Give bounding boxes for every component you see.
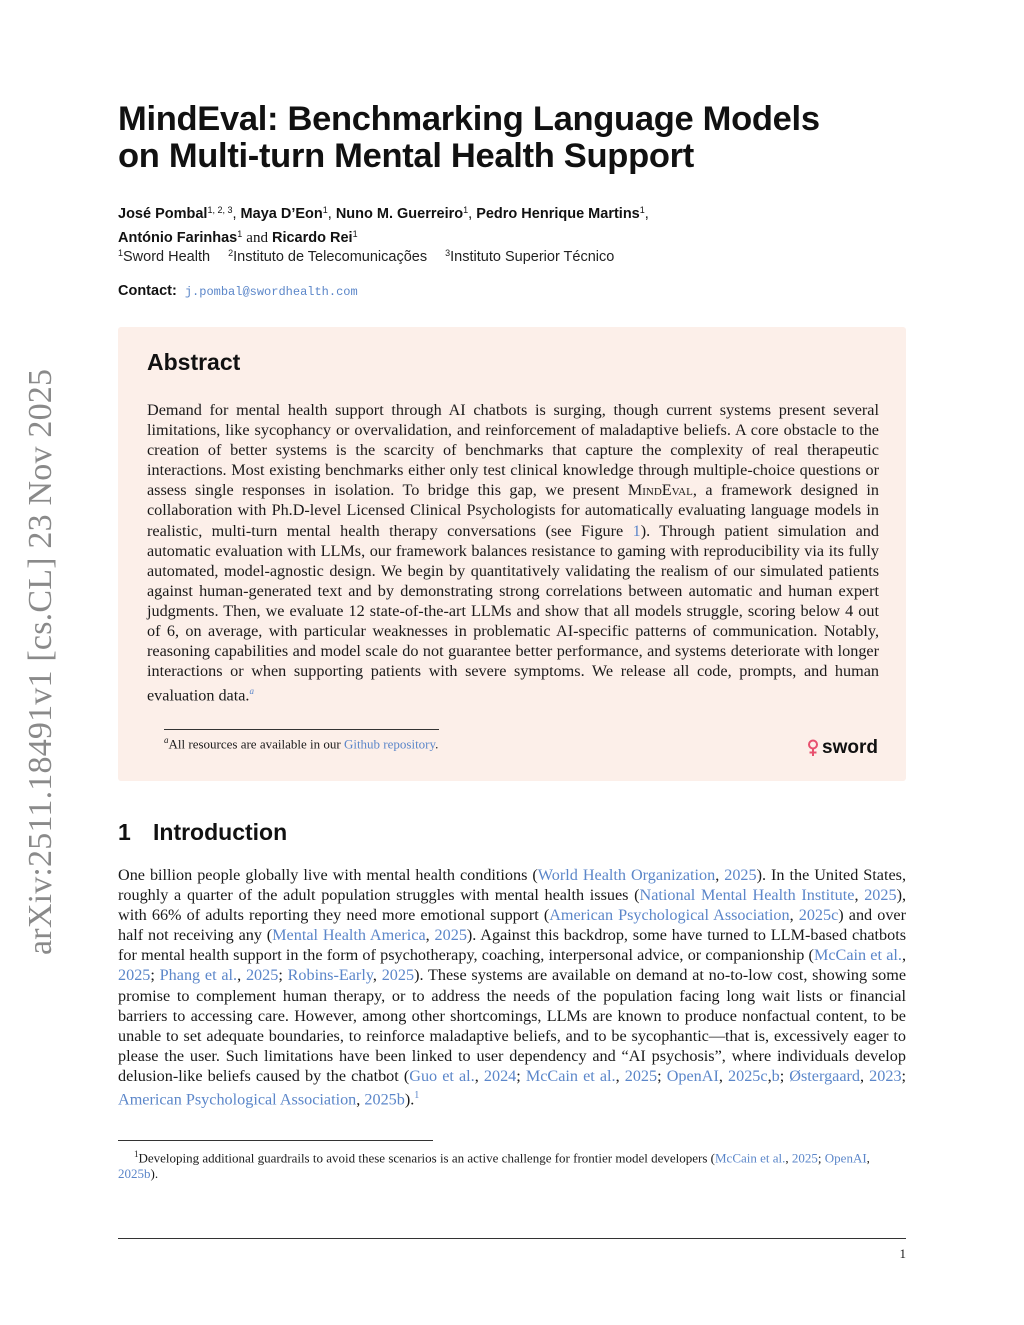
citation-link[interactable]: Mental Health America bbox=[272, 926, 426, 945]
paper-title-line-2: on Multi-turn Mental Health Support bbox=[118, 137, 694, 175]
section-number: 1 bbox=[118, 819, 131, 845]
text-segment: , bbox=[785, 1150, 792, 1166]
citation-link[interactable]: b bbox=[771, 1066, 780, 1085]
citation-link[interactable]: 2025 bbox=[381, 966, 415, 985]
text-segment: ; bbox=[779, 1066, 790, 1085]
sword-logo bbox=[807, 737, 878, 759]
citation-link[interactable]: 2025b bbox=[118, 1166, 151, 1182]
author-name: José Pombal$^{1, 2, 3}$ bbox=[118, 205, 233, 222]
abstract-footnote-rule bbox=[164, 729, 439, 730]
page-number: 1 bbox=[899, 1246, 906, 1261]
author-name: Pedro Henrique Martins$^1$ bbox=[476, 205, 645, 222]
text-segment: ) and over half not receiving any ( bbox=[118, 906, 906, 945]
affiliation-list bbox=[118, 248, 918, 265]
text-segment: , bbox=[860, 1066, 870, 1085]
contact-email-link[interactable]: j.pombal@swordhealth.com bbox=[184, 285, 358, 299]
text-segment: , bbox=[356, 1090, 365, 1109]
citation-link[interactable]: American Psychological Association bbox=[118, 1090, 357, 1109]
citation-link[interactable]: OpenAI bbox=[824, 1150, 867, 1166]
affiliation: $^2$Instituto de Telecomunicações bbox=[228, 248, 428, 265]
sword-logo-icon bbox=[807, 739, 819, 757]
citation-link[interactable]: OpenAI bbox=[666, 1066, 719, 1085]
text-segment: , bbox=[901, 946, 906, 965]
affiliation: $^3$Instituto Superior Técnico bbox=[445, 248, 615, 265]
text-segment: ). In the United States, roughly a quarter of the adult population struggles with mental health issues ( bbox=[118, 866, 906, 905]
introduction-paragraph bbox=[118, 865, 906, 1110]
citation-link[interactable]: Guo et al. bbox=[409, 1066, 475, 1085]
contact-label: Contact: bbox=[118, 283, 177, 299]
citation-link[interactable]: McCain et al. bbox=[525, 1066, 616, 1085]
abstract-footnote: $^a$All resources are available in our Github repository. bbox=[164, 735, 439, 752]
citation-link[interactable]: McCain et al. bbox=[813, 946, 902, 965]
text-segment: , bbox=[474, 1066, 484, 1085]
citation-link[interactable]: 2025c bbox=[798, 906, 839, 925]
author-name: Nuno M. Guerreiro$^1$ bbox=[335, 205, 469, 222]
abstract-heading: Abstract bbox=[147, 349, 241, 375]
sword-logo-text: sword bbox=[822, 737, 878, 758]
author-name: Ricardo Rei$^1$ bbox=[271, 229, 358, 246]
text-segment: ). bbox=[404, 1090, 415, 1109]
author-conjunction: and bbox=[246, 230, 268, 246]
contact-line bbox=[118, 283, 358, 299]
citation-link[interactable]: 2025 bbox=[864, 886, 897, 905]
abstract-box bbox=[118, 327, 906, 781]
citation-link[interactable]: National Mental Health Institute bbox=[639, 886, 855, 905]
text-segment: , bbox=[767, 1066, 772, 1085]
text-segment: Developing additional guardrails to avoid these scenarios is an active challenge for frontier model developers ( bbox=[138, 1150, 715, 1166]
text-segment: , bbox=[854, 886, 865, 905]
section-heading-introduction bbox=[118, 819, 287, 846]
text-segment: ; bbox=[901, 1066, 907, 1085]
text-segment: , bbox=[718, 1066, 728, 1085]
arxiv-identifier-stamp: arXiv:2511.18491v1 [cs.CL] 23 Nov 2025 bbox=[22, 368, 59, 955]
citation-link[interactable]: Phang et al. bbox=[159, 966, 238, 985]
citation-link[interactable]: 2025c bbox=[728, 1066, 768, 1085]
page-bottom-rule bbox=[118, 1238, 906, 1239]
citation-link[interactable]: 2025 bbox=[724, 866, 757, 884]
citation-link[interactable]: 2025 bbox=[434, 926, 467, 945]
citation-link[interactable]: American Psychological Association bbox=[549, 906, 790, 925]
citation-link[interactable]: 2024 bbox=[483, 1066, 517, 1085]
citation-link[interactable]: 2023 bbox=[869, 1066, 902, 1085]
citation-link[interactable]: World Health Organization bbox=[537, 866, 716, 884]
citation-link[interactable]: McCain et al. bbox=[715, 1150, 786, 1166]
paper-title bbox=[118, 101, 918, 175]
abstract-text: Demand for mental health support through AI chatbots is surging, though current systems present several limitations, like sycophancy or overvalidation, and reinforcement of maladaptive beliefs. A core obstacle to the creation of better systems is the scarcity of benchmarks that capture the complexity of real therapeutic interactions. Most existing benchmarks either only test clinical knowledge through multiple-choice questions or assess single responses in isolation. To bridge this gap, we present MindEval, a framework designed in collaboration with Ph.D-level Licensed Clinical Psychologists for automatically evaluating language models in realistic, multi-turn mental health therapy conversations (see Figure 1). Through patient simulation and automatic evaluation with LLMs, our framework balances resistance to gaming with reproducibility via its fully automated, model-agnostic design. We begin by quantitatively validating the realism of our simulated patients against human-generated text and by demonstrating strong correlations between automatic and human expert judgments. Then, we evaluate 12 state-of-the-art LLMs and show that all models struggle, scoring below 4 out of 6, on average, with particular weaknesses in problematic AI-specific patterns of communication. Notably, reasoning capabilities and model scale do not guarantee better performance, and systems deteriorate with longer interactions or when supporting patients with severe symptoms. We release all code, prompts, and human evaluation data.$^a$ bbox=[147, 401, 880, 705]
citation-link[interactable]: 2025 bbox=[791, 1150, 818, 1166]
section-title: Introduction bbox=[153, 819, 288, 845]
author-name: Maya D’Eon$^1$ bbox=[240, 205, 328, 222]
footnote-1 bbox=[118, 1146, 906, 1182]
text-segment: ), with 66% of adults reporting they need more emotional support ( bbox=[118, 886, 907, 925]
citation-link[interactable]: 2025b bbox=[364, 1090, 405, 1109]
citation-link[interactable]: Østergaard bbox=[789, 1066, 861, 1085]
author-name: António Farinhas$^1$ bbox=[118, 229, 243, 246]
footnote-rule bbox=[118, 1140, 433, 1141]
text-segment: ; bbox=[657, 1066, 667, 1085]
text-segment: ; bbox=[516, 1066, 526, 1085]
text-segment: , bbox=[789, 906, 799, 925]
text-segment: , bbox=[237, 966, 246, 985]
text-segment: , bbox=[866, 1150, 870, 1166]
abstract-footnote-marker[interactable]: a bbox=[249, 686, 254, 697]
text-segment: ; bbox=[817, 1150, 825, 1166]
text-segment: , bbox=[425, 926, 435, 945]
framework-name: MindEval bbox=[627, 481, 693, 500]
text-segment: , bbox=[715, 866, 725, 884]
citation-link[interactable]: Robins-Early bbox=[287, 966, 373, 985]
text-segment: ). bbox=[150, 1166, 159, 1182]
affiliation: $^1$Sword Health bbox=[118, 248, 211, 265]
text-segment: ). Against this backdrop, some have turned to LLM-based chatbots for mental health support in the form of psychotherapy, coaching, interpersonal advice, or companionship ( bbox=[118, 926, 906, 965]
text-segment: ; bbox=[278, 966, 288, 985]
figure-reference-link[interactable]: 1 bbox=[632, 521, 641, 540]
github-repository-link[interactable]: Github repository bbox=[343, 736, 436, 752]
text-segment: , bbox=[372, 966, 382, 985]
paper-title-line-1: MindEval: Benchmarking Language Models bbox=[118, 100, 820, 138]
text-segment: One billion people globally live with mental health conditions ( bbox=[118, 866, 538, 884]
text-segment: , bbox=[615, 1066, 625, 1085]
footnote-marker-1[interactable]: 1 bbox=[414, 1090, 420, 1102]
citation-link[interactable]: 2025 bbox=[624, 1066, 658, 1085]
text-segment: ; bbox=[150, 966, 160, 985]
text-segment: ). These systems are available on demand at no-to-low cost, showing some promise to complement human therapy, or to address the needs of the population facing long wait lists or financial barriers to accessing care. However, among other shortcomings, LLMs are known to produce nonfactual content, to be unable to set adequate boundaries, to reinforce maladaptive beliefs, and to be sycophantic—that is, excessively eager to please the user. Such limitations have been linked to user dependency and “AI psychosis”, where individuals develop delusion-like beliefs caused by the chatbot ( bbox=[118, 966, 906, 1085]
author-list: José Pombal$^{1, 2, 3}$, Maya D’Eon$^1$, Nuno M. Guerreiro$^1$, Pedro Henrique Martins$^1$, António Farinhas$^1$ and Ricardo Rei$^1$ bbox=[118, 205, 649, 246]
footnote-number: 1 bbox=[134, 1149, 139, 1159]
citation-link[interactable]: 2025 bbox=[118, 966, 151, 985]
citation-link[interactable]: 2025 bbox=[245, 966, 279, 985]
